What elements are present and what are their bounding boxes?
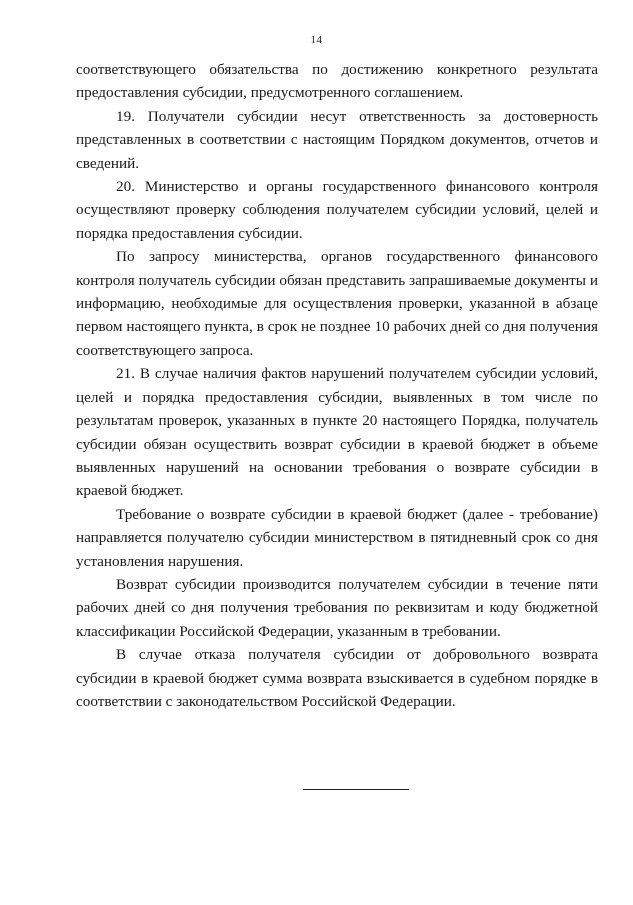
document-body [76, 58, 598, 713]
paragraph-item-21: 21. В случае наличия фактов нарушений получателем субсидии условий, целей и порядка предоставления субсидии, выявленных в том числе по результатам проверок, указанных в пункте 20 настоящего Порядка, получатель субсидии обязан осуществить возврат субсидии в краевой бюджет в объеме выявленных нарушений на основании требования о возврате субсидии в краевой бюджет. [76, 365, 598, 500]
end-of-document-rule [303, 789, 409, 790]
paragraph-item-21-refusal: В случае отказа получателя субсидии от добровольного возврата субсидии в краевой бюджет сумма возврата взыскивается в судебном порядке в соответствии с законодательством Российской Федерации. [76, 646, 598, 710]
paragraph-item-21-requirement: Требование о возврате субсидии в краевой бюджет (далее - требование) направляется получателю субсидии министерством в пятидневный срок со дня установления нарушения. [76, 505, 598, 570]
page-number: 14 [310, 34, 323, 46]
paragraph-continuation: соответствующего обязательства по достижению конкретного результата предоставления субсидии, предусмотренного соглашением. [76, 61, 598, 102]
paragraph-item-20-request: По запросу министерства, органов государственного финансового контроля получатель субсидии обязан представить запрашиваемые документы и информацию, необходимые для осуществления проверки, указанной в абзаце первом настоящего пункта, в срок не позднее 10 рабочих дней со дня получения соответствующего запроса. [76, 248, 598, 359]
paragraph-item-21-return: Возврат субсидии производится получателем субсидии в течение пяти рабочих дней со дня получения требования по реквизитам и коду бюджетной классификации Российской Федерации, указанным в требовании. [76, 575, 598, 640]
paragraph-item-19: 19. Получатели субсидии несут ответственность за достоверность представленных в соответствии с настоящим Порядком документов, отчетов и сведений. [76, 107, 598, 172]
paragraph-item-20: 20. Министерство и органы государственного финансового контроля осуществляют проверку соблюдения получателем субсидии условий, целей и порядка предоставления субсидии. [76, 178, 598, 242]
